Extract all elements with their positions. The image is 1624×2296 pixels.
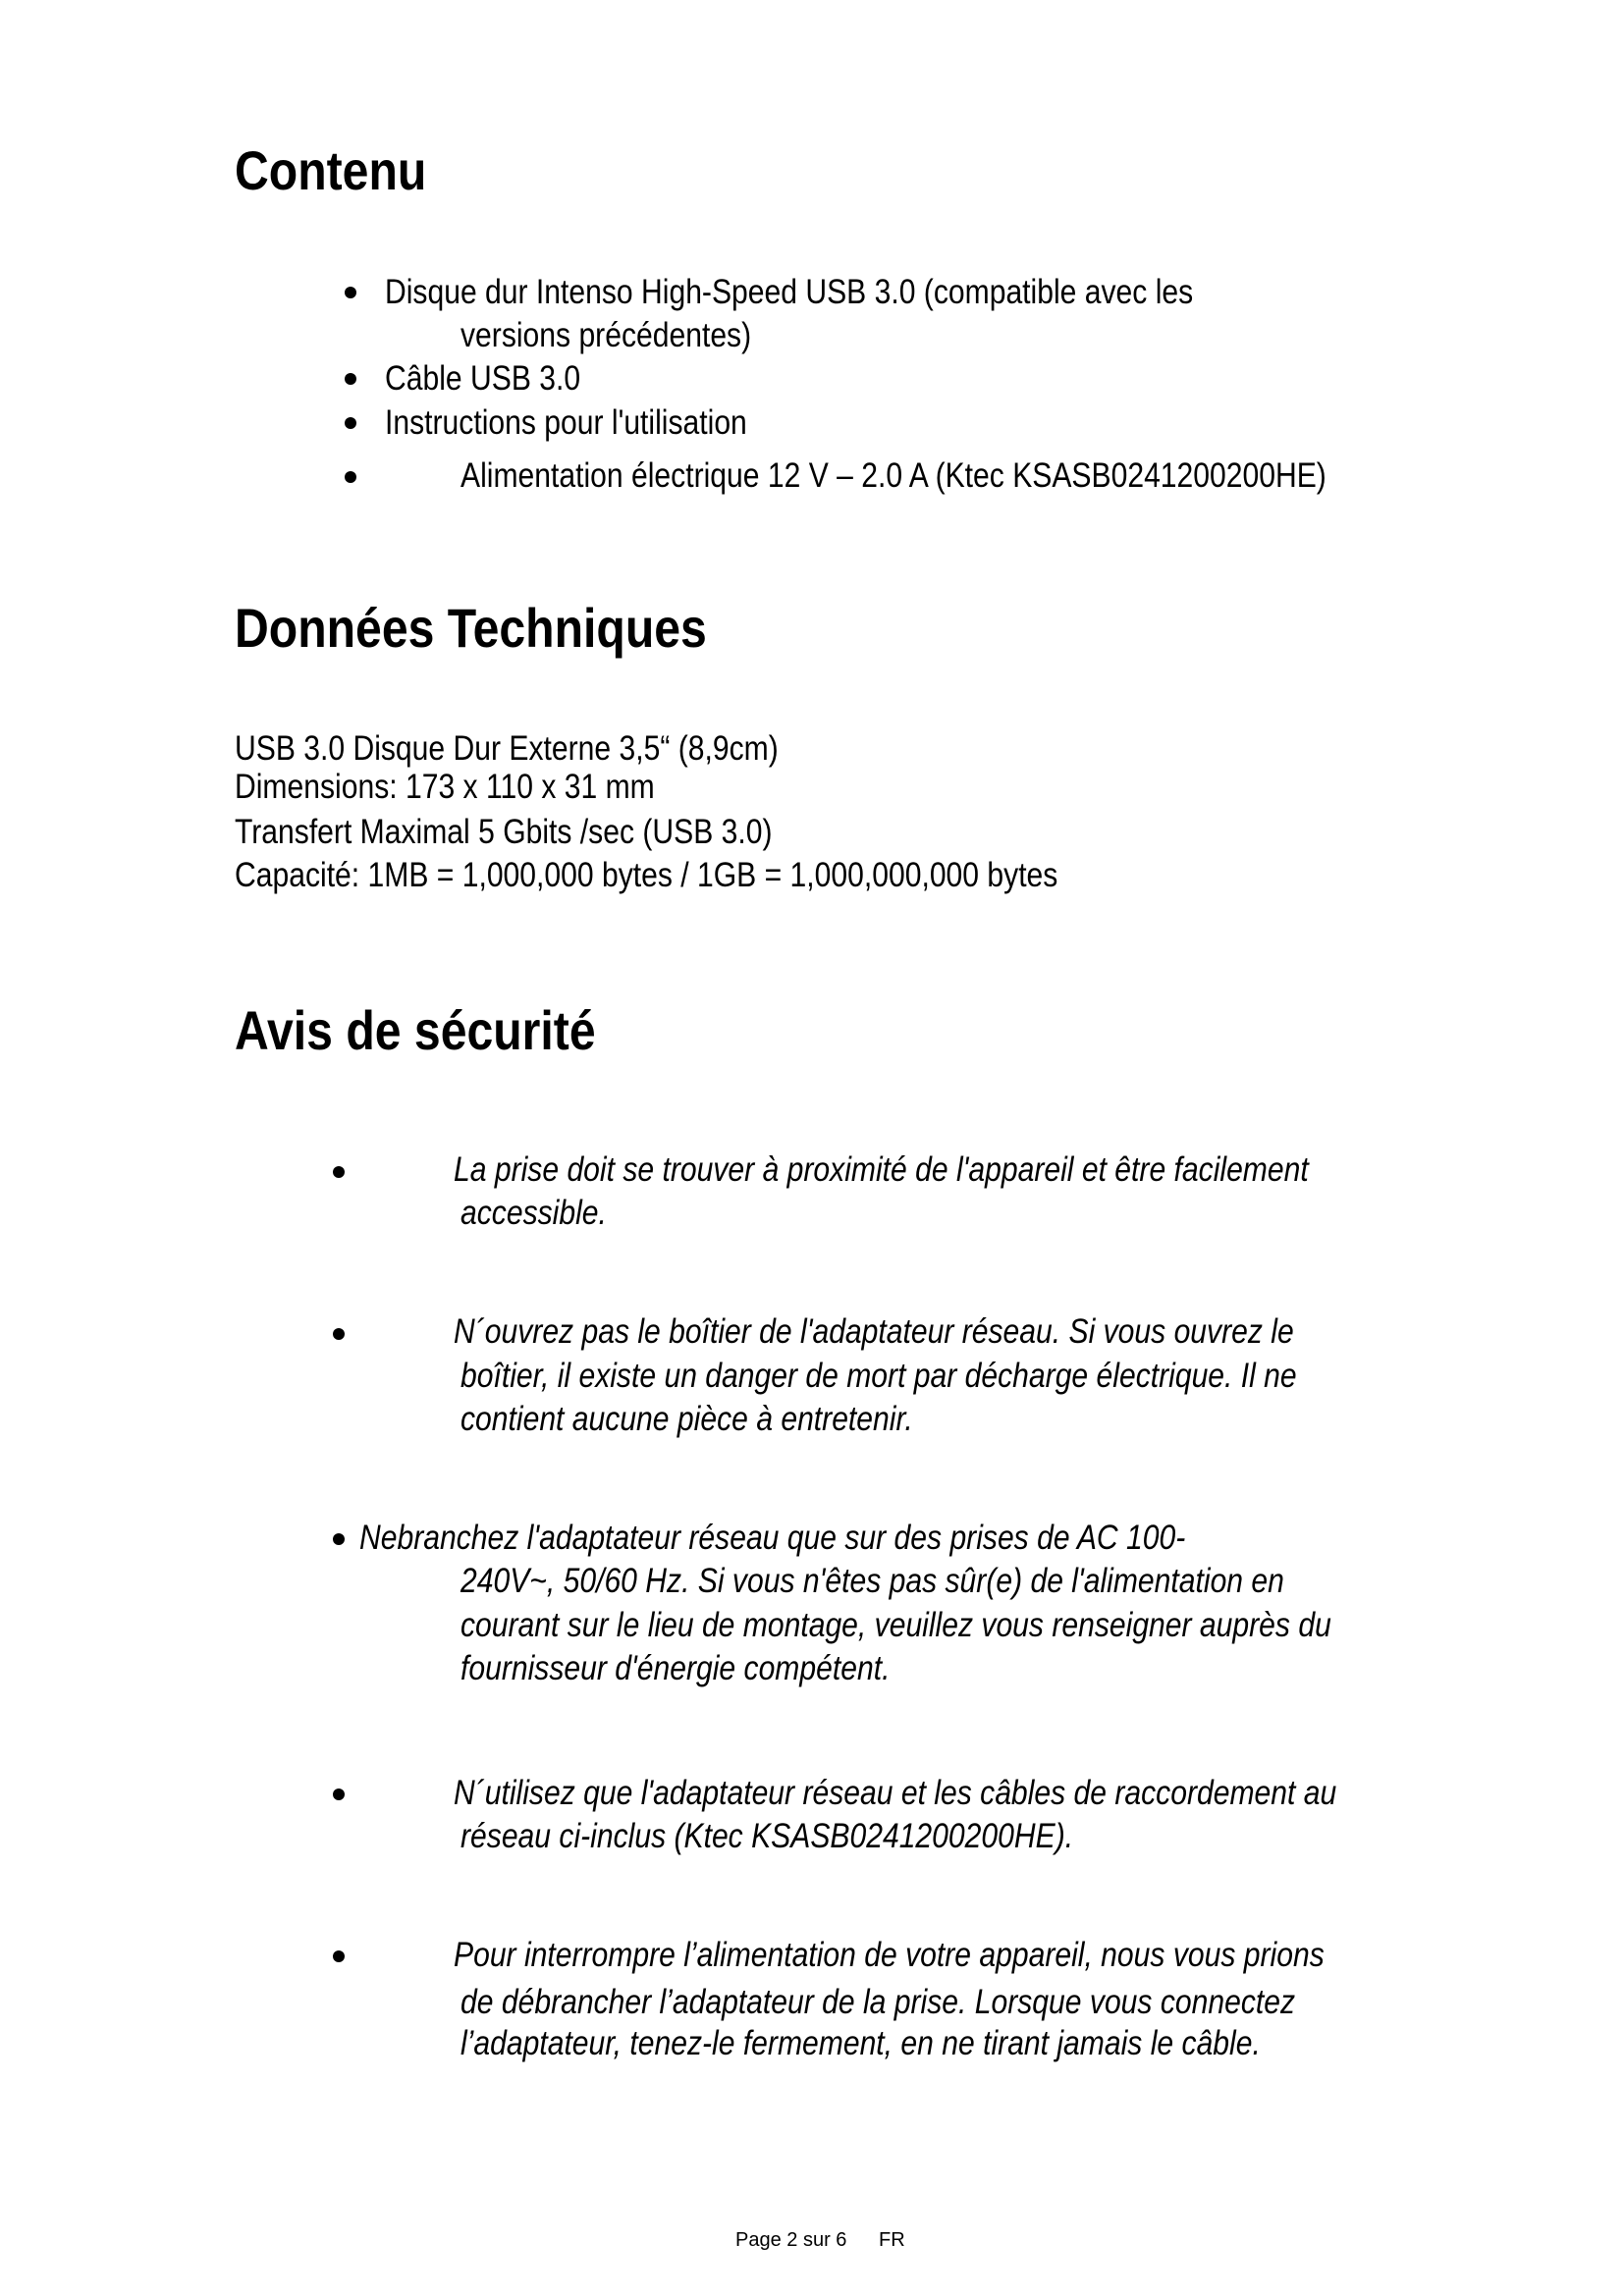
list-item: Pour interrompre l’alimentation de votre appareil, nous vous prions (454, 1936, 1325, 1974)
language-code: FR (879, 2229, 905, 2251)
bullet-icon (333, 1789, 345, 1800)
list-item: La prise doit se trouver à proximité de l'appareil et être facilement (454, 1150, 1309, 1189)
page-number: Page 2 sur 6 (735, 2229, 847, 2251)
section-title-donnees-techniques: Données Techniques (235, 597, 707, 659)
list-item: Disque dur Intenso High-Speed USB 3.0 (compatible avec les (385, 273, 1194, 311)
list-item-continuation: versions précédentes) (460, 316, 752, 354)
section-title-avis-de-securite: Avis de sécurité (235, 999, 596, 1061)
list-item: Câble USB 3.0 (385, 359, 581, 398)
bullet-icon (333, 1533, 345, 1545)
list-item: Alimentation électrique 12 V – 2.0 A (Ktec KSASB0241200200HE) (460, 456, 1326, 495)
section-title-contenu: Contenu (235, 139, 427, 201)
list-item-continuation: réseau ci-inclus (Ktec KSASB0241200200HE). (460, 1817, 1074, 1855)
list-item-continuation: 240V~, 50/60 Hz. Si vous n'êtes pas sûr(e) de l'alimentation en (460, 1562, 1284, 1600)
spec-line: USB 3.0 Disque Dur Externe 3,5“ (8,9cm) (235, 729, 779, 768)
list-item: N´utilisez que l'adaptateur réseau et les câbles de raccordement au (454, 1774, 1337, 1812)
spec-line: Capacité: 1MB = 1,000,000 bytes / 1GB = 1,000,000,000 bytes (235, 856, 1058, 894)
list-item-continuation: boîtier, il existe un danger de mort par décharge électrique. Il ne (460, 1357, 1297, 1395)
bullet-icon (333, 1166, 345, 1178)
list-item: Nebranchez l'adaptateur réseau que sur des prises de AC 100- (359, 1519, 1186, 1557)
list-item-continuation: contient aucune pièce à entretenir. (460, 1400, 913, 1438)
list-item-continuation: accessible. (460, 1194, 607, 1232)
spec-line: Transfert Maximal 5 Gbits /sec (USB 3.0) (235, 813, 773, 851)
bullet-icon (333, 1950, 345, 1962)
list-item-continuation: courant sur le lieu de montage, veuillez vous renseigner auprès du (460, 1606, 1331, 1644)
list-item-continuation: de débrancher l’adaptateur de la prise. Lorsque vous connectez (460, 1983, 1296, 2021)
bullet-icon (345, 373, 356, 385)
list-item: Instructions pour l'utilisation (385, 403, 747, 442)
bullet-icon (345, 471, 356, 483)
bullet-icon (333, 1328, 345, 1340)
spec-line: Dimensions: 173 x 110 x 31 mm (235, 768, 655, 806)
list-item: N´ouvrez pas le boîtier de l'adaptateur réseau. Si vous ouvrez le (454, 1312, 1294, 1351)
bullet-icon (345, 417, 356, 429)
list-item-continuation: fournisseur d'énergie compétent. (460, 1649, 891, 1687)
bullet-icon (345, 287, 356, 298)
list-item-continuation: l’adaptateur, tenez-le fermement, en ne tirant jamais le câble. (460, 2024, 1261, 2062)
